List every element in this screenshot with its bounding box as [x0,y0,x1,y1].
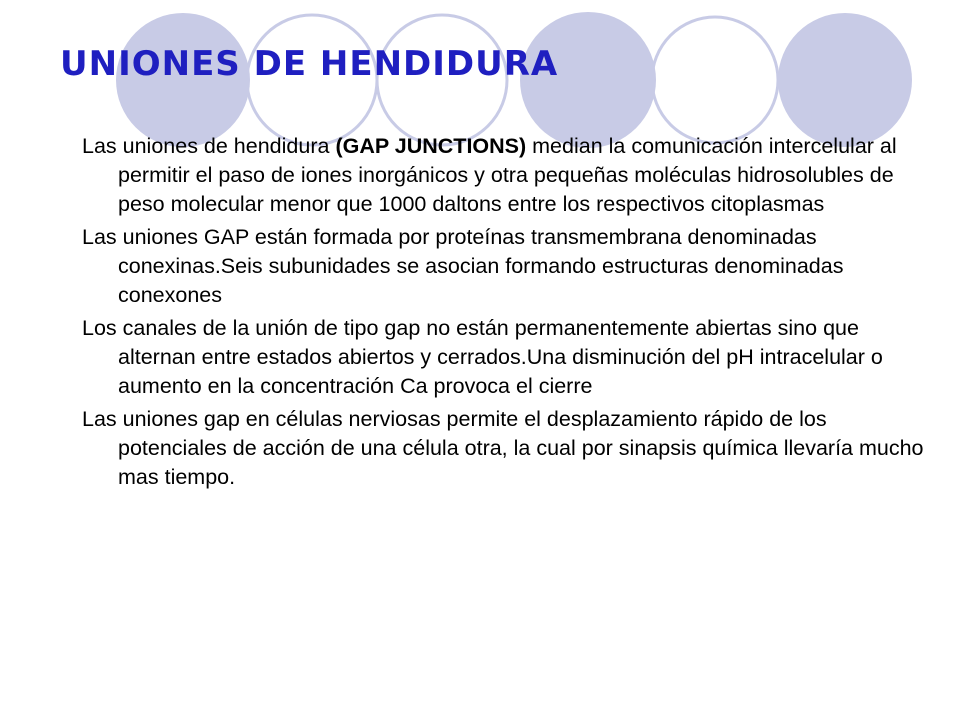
paragraph-celulas-nerviosas: Las uniones gap en células nerviosas permite el desplazamiento rápido de los potenciales de acción de una célula otra, la cual por sinapsis química llevaría mucho mas tiempo. [82,407,924,489]
paragraph-conexinas: Las uniones GAP están formada por proteínas transmembrana denominadas conexinas.Seis subunidades se asocian formando estructuras denominadas conexones [82,225,844,307]
paragraph-gap-junctions [82,132,932,219]
paragraph-canales: Los canales de la unión de tipo gap no están permanentemente abiertas sino que alternan entre estados abiertos y cerrados.Una disminución del pH intracelular o aumento en la concentración Ca provoca el cierre [82,316,883,398]
paragraph-1-text-start: Las uniones de hendidura [82,134,336,158]
slide-title: UNIONES DE HENDIDURA [60,44,559,84]
decor-circle-outline-3 [652,17,778,143]
paragraph-1-bold-term: (GAP JUNCTIONS) [335,134,527,158]
decor-circle-filled-3 [778,13,912,147]
paragraph-1-text-end: median la comunicación intercelular al permitir el paso de iones inorgánicos y otra pequeñas moléculas hidrosolubles de peso molecular menor que 1000 daltons entre los respectivos citoplasmas [118,134,897,216]
slide-body [82,132,932,496]
